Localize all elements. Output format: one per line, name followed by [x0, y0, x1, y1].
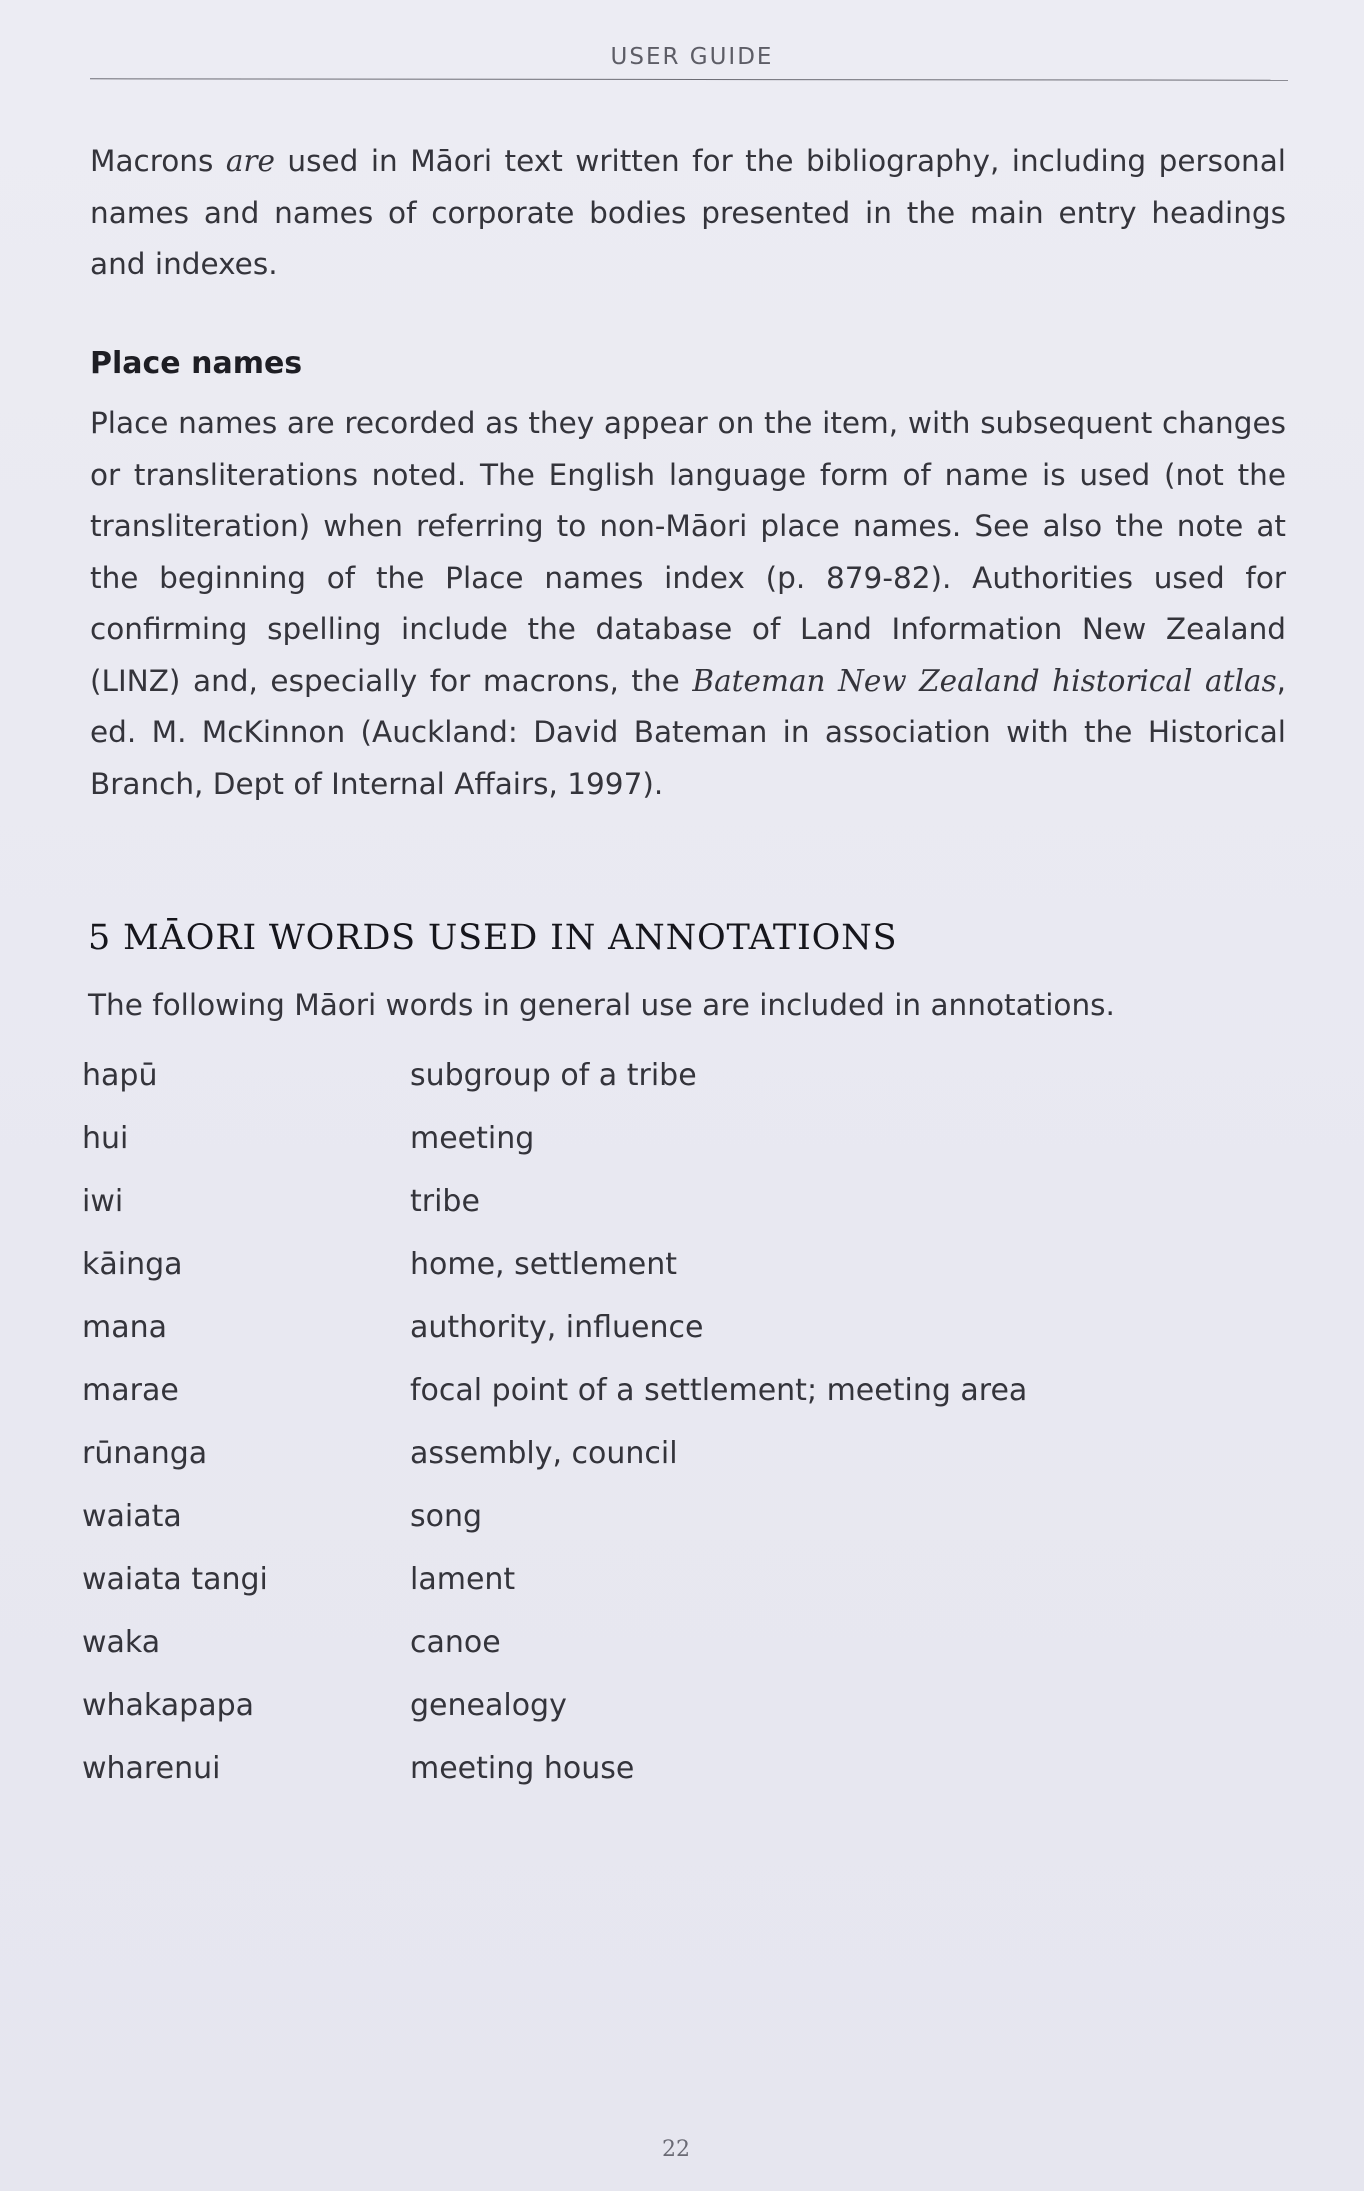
glossary-row — [82, 1436, 1082, 1499]
section-lead: The following Māori words in general use are included in annotations. — [88, 988, 1115, 1022]
glossary-term: marae — [82, 1373, 179, 1408]
glossary-definition: meeting house — [410, 1751, 635, 1786]
glossary-term: wharenui — [82, 1751, 221, 1786]
glossary-list — [82, 1058, 1082, 1814]
glossary-definition: assembly, council — [410, 1436, 678, 1471]
glossary-row — [82, 1184, 1082, 1247]
glossary-definition: authority, influence — [410, 1310, 704, 1345]
glossary-definition: meeting — [410, 1121, 535, 1156]
glossary-term: hapū — [82, 1058, 158, 1093]
glossary-term: mana — [82, 1310, 168, 1345]
glossary-definition: genealogy — [410, 1688, 567, 1723]
glossary-row — [82, 1562, 1082, 1625]
section-title: 5 MĀORI WORDS USED IN ANNOTATIONS — [88, 918, 898, 958]
glossary-row — [82, 1499, 1082, 1562]
glossary-row — [82, 1373, 1082, 1436]
glossary-definition: song — [410, 1499, 483, 1534]
place-names-paragraph — [90, 398, 1286, 810]
glossary-definition: canoe — [410, 1625, 501, 1660]
glossary-row — [82, 1625, 1082, 1688]
page-number: 22 — [662, 2137, 690, 2162]
header-rule — [90, 78, 1288, 80]
glossary-definition: focal point of a settlement; meeting area — [410, 1373, 1028, 1408]
glossary-row — [82, 1310, 1082, 1373]
atlas-title: Bateman New Zealand historical atlas — [692, 663, 1277, 698]
glossary-row — [82, 1058, 1082, 1121]
glossary-row — [82, 1751, 1082, 1814]
glossary-row — [82, 1688, 1082, 1751]
glossary-term: whakapapa — [82, 1688, 255, 1723]
glossary-definition: subgroup of a tribe — [410, 1058, 697, 1093]
place-names-heading: Place names — [90, 346, 303, 381]
running-header: USER GUIDE — [610, 44, 774, 70]
glossary-term: waka — [82, 1625, 161, 1660]
place-text-after: , ed. M. McKinnon (Auckland: David Bateman in association with the Historical Branch, Dept of Internal Affairs, 1997). — [90, 663, 1286, 801]
glossary-term: hui — [82, 1121, 129, 1156]
glossary-definition: tribe — [410, 1184, 480, 1219]
glossary-term: kāinga — [82, 1247, 183, 1282]
place-text-before: Place names are recorded as they appear on the item, with subsequent changes or transliterations noted. The English language form of name is used (not the transliteration) when referring to non-Māori place names. See also the note at the beginning of the Place names index (p. 879-82). Authorities used for confirming spelling include the database of Land Information New Zealand (LINZ) and, especially for macrons, the — [90, 406, 1286, 698]
glossary-row — [82, 1121, 1082, 1184]
intro-paragraph — [90, 136, 1286, 291]
glossary-row — [82, 1247, 1082, 1310]
glossary-term: iwi — [82, 1184, 124, 1219]
glossary-definition: home, settlement — [410, 1247, 677, 1282]
glossary-term: rūnanga — [82, 1436, 208, 1471]
intro-text-before: Macrons — [90, 144, 226, 178]
intro-text-after: used in Māori text written for the bibliography, including personal names and names of corporate bodies presented in the main entry headings and indexes. — [90, 144, 1286, 281]
glossary-term: waiata tangi — [82, 1562, 268, 1597]
glossary-term: waiata — [82, 1499, 182, 1534]
glossary-definition: lament — [410, 1562, 516, 1597]
intro-emphasis: are — [225, 144, 275, 178]
